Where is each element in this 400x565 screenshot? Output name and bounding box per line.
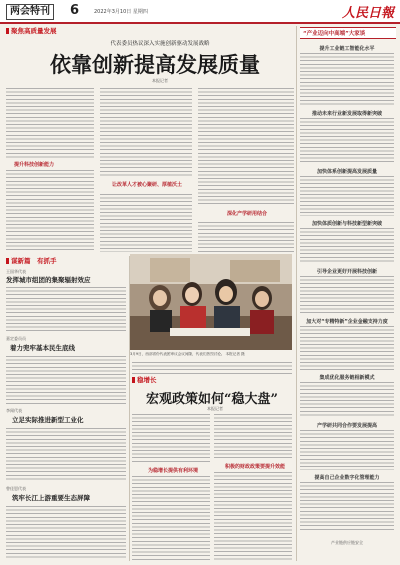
main-story-byline: 本报记者: [152, 78, 168, 83]
photo-caption: [130, 352, 292, 357]
main-story-body-col-3b: [198, 222, 294, 252]
sidebar-footer-tag: 产业链供应链安全: [331, 540, 363, 545]
photo-caption-lines: [132, 362, 292, 374]
sidebar-divider: [296, 26, 297, 561]
news-photo: [130, 254, 292, 350]
sidebar-item-title-2: 推动未来行业新发展取得新突破: [311, 111, 382, 117]
main-story-headline: 依靠创新提高发展质量: [50, 52, 260, 77]
left-item-4-title: 筑牢长江上游重要生态屏障: [12, 494, 90, 502]
main-story-body-col-1b: [6, 170, 94, 252]
sidebar-item-title-9: 提高自己企业数字化管理能力: [314, 475, 380, 481]
sidebar-item-title-6: 加大对“专精特新”企业金融支持力度: [306, 319, 388, 325]
left-item-3-label: 李闻代表: [6, 408, 22, 413]
photo-caption-text: 3月9日，西部省份代表团审议会议间隙，代表们热烈讨论。: [130, 352, 225, 356]
bottom-story-body-col-1: [132, 414, 210, 464]
sidebar-item-title-1: 提升工业链工智能化水平: [319, 46, 375, 52]
bottom-story-body-col-1b: [132, 476, 210, 560]
bottom-story-body-col-2: [214, 414, 292, 460]
sidebar-item-title-5: 引导企业更好开展科技创新: [316, 269, 377, 275]
page-header: [0, 0, 400, 24]
sidebar-item-title-7: 集成优化服务链相新模式: [319, 375, 375, 381]
sidebar-item-title-8: 产学研共同合作要发展提高: [316, 423, 377, 429]
section-label: 两会特刊: [6, 4, 54, 20]
left-item-4-body: [6, 506, 126, 560]
main-story-body-col-1: [6, 88, 94, 158]
left-item-3-body: [6, 428, 126, 482]
sidebar-item-body-4: [300, 228, 394, 264]
bottom-story-headline: 宏观政策如何“稳大盘”: [146, 392, 278, 407]
sidebar-item-body-2: [300, 118, 394, 164]
bottom-story-subhead-1: 为稳增长提供有利环境: [147, 468, 198, 474]
sidebar-item-body-5: [300, 276, 394, 314]
bottom-story-byline: 本报记者: [207, 406, 223, 411]
sidebar-item-title-3: 加快体系创新提高发展质量: [316, 169, 377, 175]
sidebar-item-body-6: [300, 326, 394, 370]
left-item-1-body: [6, 287, 126, 331]
date-line: 2022年3月10日 星期四: [94, 9, 148, 15]
sidebar-item-body-1: [300, 53, 394, 105]
main-story-subhead-2: 让改革人才被心聚研、厚植沃土: [111, 182, 182, 188]
sidebar-column-tag: “产业迈向中高端”大家谈: [300, 27, 396, 39]
left-item-1-title: 发挥城市组团的集聚辐射效应: [6, 276, 91, 284]
main-story-subhead-3: 深化产学研用结合: [226, 211, 267, 217]
sidebar-item-title-4: 加快体质创新与科技新型新突破: [311, 221, 382, 227]
left-item-3-title: 立足实际推进新型工业化: [12, 416, 84, 424]
left-item-2-title: 着力兜牢基本民生底线: [10, 344, 75, 352]
main-story-body-col-2: [100, 88, 192, 178]
main-story-kicker: 代表委员热议深入实施创新驱动发展战略: [110, 41, 210, 47]
main-story-column-tag: 聚焦高质量发展: [6, 27, 57, 36]
main-story-body-col-2b: [100, 194, 192, 252]
left-item-2-label: 嘉定委员员: [6, 336, 26, 341]
sidebar-item-body-8: [300, 430, 394, 470]
sidebar-item-body-7: [300, 382, 394, 418]
photo-credit: 本报记者 摄: [225, 352, 245, 356]
page-number: 6: [70, 3, 80, 18]
bottom-story-body-col-2b: [214, 472, 292, 560]
left-item-4-label: 曾佳恩代表: [6, 486, 26, 491]
left-column-tag: 谋新篇 有抓手: [6, 257, 57, 266]
left-item-2-body: [6, 356, 126, 404]
photo-illustration: [130, 254, 292, 350]
sidebar-item-body-9: [300, 482, 394, 532]
masthead-logo: 人民日報: [341, 6, 394, 21]
main-story-subhead-1: 提升科技创新能力: [14, 162, 55, 168]
main-story-body-col-3: [198, 88, 294, 206]
bottom-story-column-tag: 稳增长: [132, 376, 157, 385]
left-item-1-label: 王国华代表: [6, 269, 26, 274]
sidebar-item-body-3: [300, 176, 394, 216]
bottom-story-subhead-2: 积极的财政政策要提升效能: [224, 464, 285, 470]
